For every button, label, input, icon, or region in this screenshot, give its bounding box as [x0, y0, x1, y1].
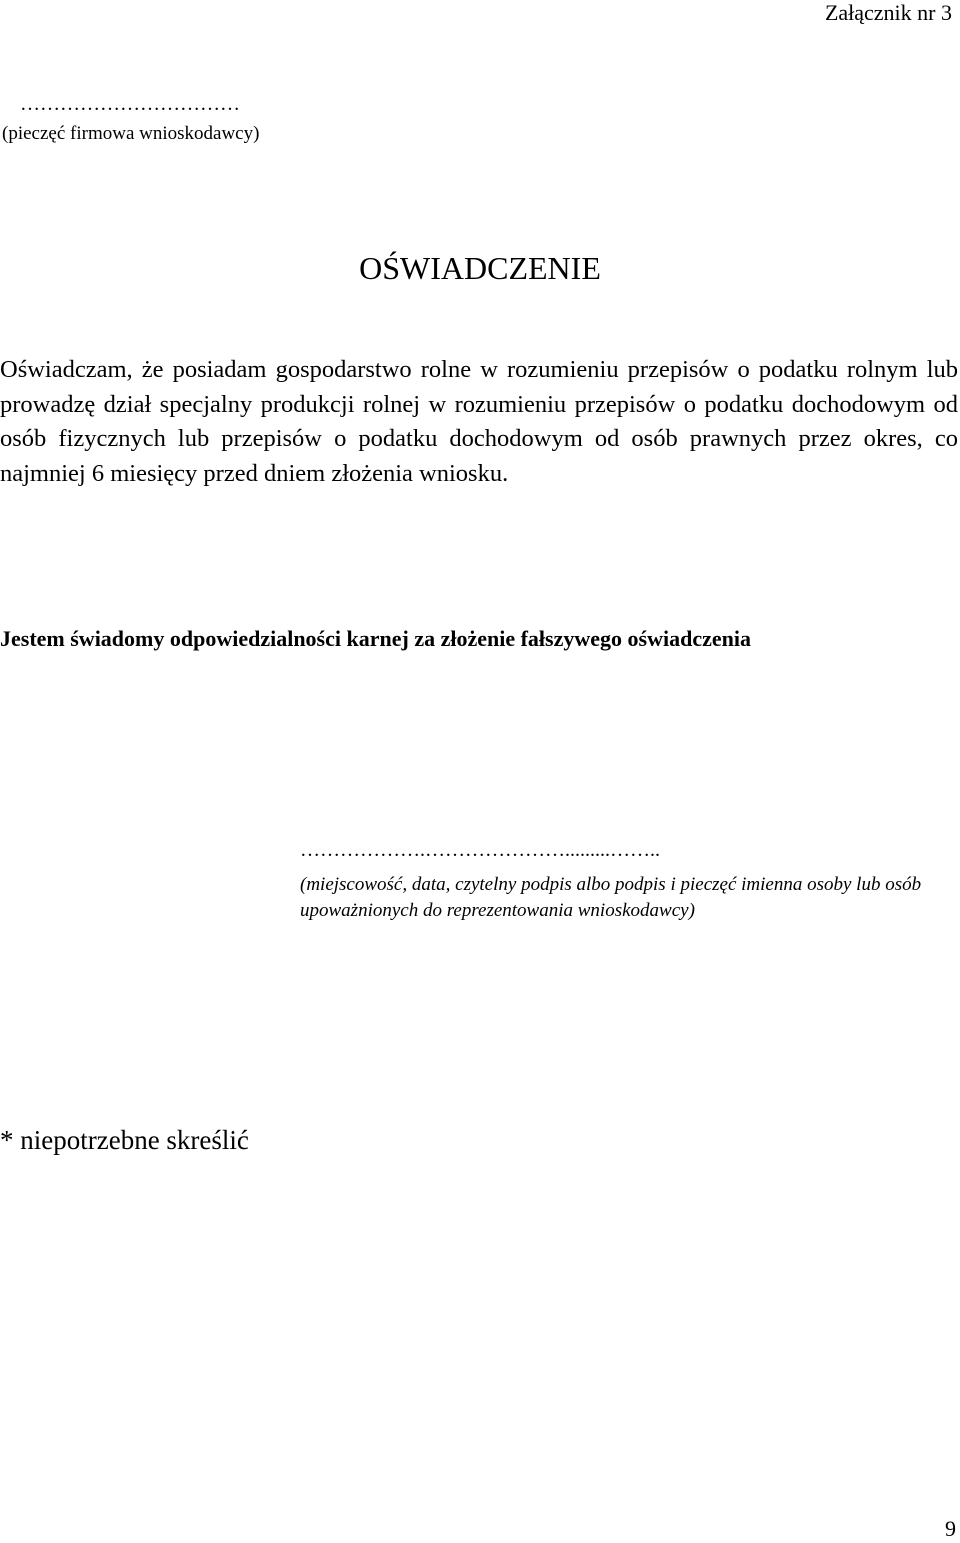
signature-caption: (miejscowość, data, czytelny podpis albo podpis i pieczęć imienna osoby lub osób upoważnionych do reprezentowania wnioskodawcy) [300, 874, 922, 921]
document-title: OŚWIADCZENIE [359, 250, 601, 286]
stamp-caption: (pieczęć firmowa wnioskodawcy) [2, 123, 260, 144]
page-number: 9 [945, 1516, 956, 1541]
footnote: * niepotrzebne skreślić [0, 1125, 249, 1155]
stamp-dotted-line: …………………………… [20, 93, 240, 115]
annex-label: Załącznik nr 3 [824, 0, 952, 25]
liability-warning: Jestem świadomy odpowiedzialności karnej za złożenie fałszywego oświadczenia [0, 626, 751, 651]
signature-dotted-line: ……………….………………….........…….. [300, 839, 660, 861]
declaration-paragraph: Oświadczam, że posiadam gospodarstwo rolne w rozumieniu przepisów o podatku rolnym lub prowadzę dział specjalny produkcji rolnej w rozumieniu przepisów o podatku dochodowym od osób fizycznych lub przepisów o podatku dochodowym od osób prawnych przez okres, co najmniej 6 miesięcy przed dniem złożenia wniosku. [0, 356, 958, 487]
